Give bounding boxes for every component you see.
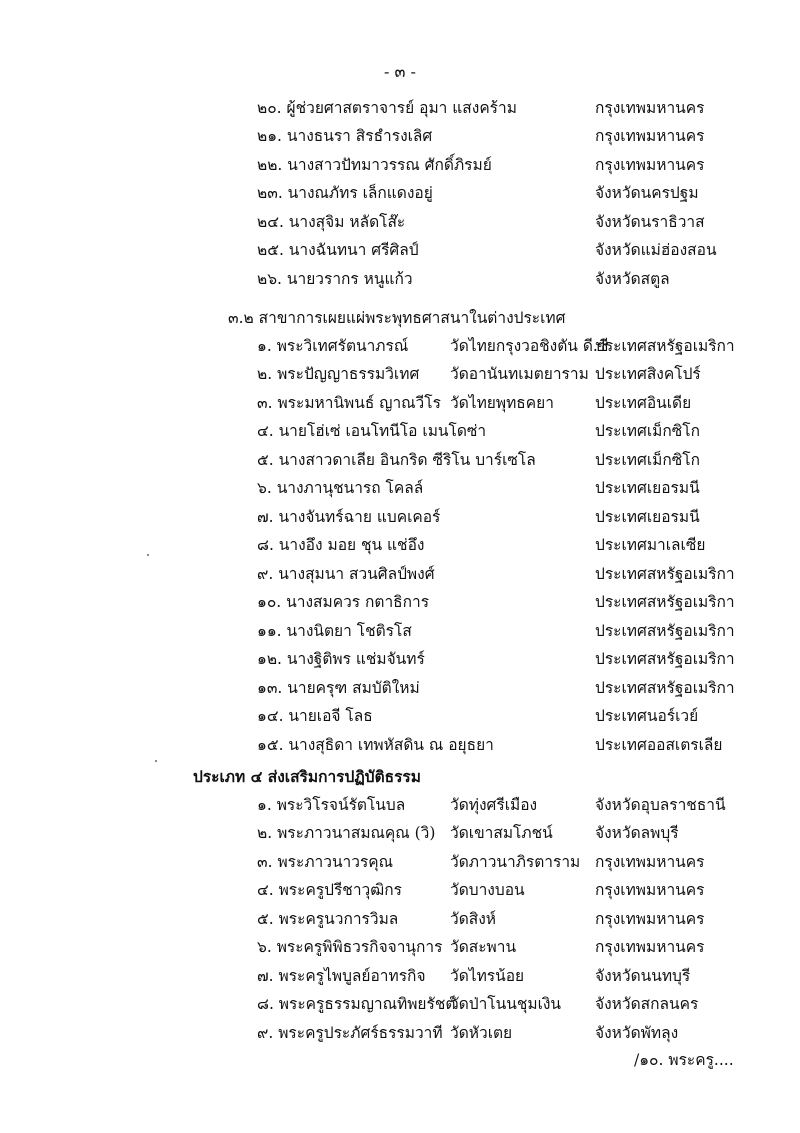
person-name: ๘. นางอึง มอย ชุน แช่อึง [257, 536, 425, 554]
person-name: ๑๑. นางนิตยา โชติรโส [257, 622, 412, 640]
person-name: ๒๐. ผู้ช่วยศาสตราจารย์ อุมา แสงคร้าม [257, 99, 517, 117]
list-item [0, 360, 800, 388]
temple: วัดไทยพุทธคยา [450, 394, 554, 412]
location: กรุงเทพมหานคร [595, 156, 705, 174]
location: กรุงเทพมหานคร [595, 910, 705, 928]
person-name: ๘. พระครูธรรมญาณทิพยรัชต์ [257, 995, 456, 1013]
location: กรุงเทพมหานคร [595, 127, 705, 145]
location: ประเทศสิงคโปร์ [595, 365, 701, 383]
location: จังหวัดนครปฐม [595, 184, 699, 202]
location: จังหวัดแม่ฮ่องสอน [595, 241, 717, 259]
person-name: ๒. พระปัญญาธรรมวิเทศ [257, 365, 420, 383]
person-name: ๒๓. นางณภัทร เล็กแดงอยู่ [257, 184, 433, 202]
person-name: ๑๒. นางฐิติพร แช่มจันทร์ [257, 650, 425, 668]
location: จังหวัดพัทลุง [595, 1024, 679, 1042]
scan-speck [147, 554, 149, 556]
person-name: ๓. พระมหานิพนธ์ ญาณวีโร [257, 394, 441, 412]
list-item [0, 933, 800, 961]
location: กรุงเทพมหานคร [595, 938, 705, 956]
location: ประเทศสหรัฐอเมริกา [595, 565, 735, 583]
location: ประเทศเม็กซิโก [595, 422, 700, 440]
location: ประเทศสหรัฐอเมริกา [595, 622, 735, 640]
person-name: ๙. นางสุมนา สวนศิลป์พงศ์ [257, 565, 435, 583]
list-item [0, 645, 800, 673]
section-heading-3-2: ๓.๒ สาขาการเผยแผ่พระพุทธศาสนาในต่างประเทศ [228, 309, 566, 327]
location: ประเทศมาเลเซีย [595, 536, 706, 554]
location: จังหวัดนนทบุรี [595, 967, 691, 985]
location: ประเทศสหรัฐอเมริกา [595, 337, 735, 355]
page-number: - ๓ - [384, 62, 416, 81]
list-item [0, 265, 800, 293]
list-item [0, 332, 800, 360]
temple: วัดป่าโนนชุมเงิน [450, 995, 562, 1013]
person-name: ๙. พระครูประภัศร์ธรรมวาที [257, 1024, 443, 1042]
temple: วัดภาวนาภิรตาราม [450, 853, 581, 871]
location: ประเทศเม็กซิโก [595, 451, 700, 469]
list-item [0, 179, 800, 207]
temple: วัดหัวเตย [450, 1024, 513, 1042]
list-item [0, 1019, 800, 1047]
location: กรุงเทพมหานคร [595, 881, 705, 899]
person-name: ๔. พระครูปรีชาวุฒิกร [257, 881, 402, 899]
person-name: ๒. พระภาวนาสมณคุณ (วิ) [257, 824, 436, 842]
location: ประเทศออสเตรเลีย [595, 736, 723, 754]
list-item [0, 588, 800, 616]
person-name: ๑๕. นางสุธิดา เทพหัสดิน ณ อยุธยา [257, 736, 494, 754]
person-name: ๕. นางสาวดาเลีย อินกริด ซีริโน บาร์เซโล [257, 451, 536, 469]
person-name: ๑๓. นายครุฑ สมบัติใหม่ [257, 679, 420, 697]
list-item [0, 446, 800, 474]
list-item [0, 560, 800, 588]
location: ประเทศสหรัฐอเมริกา [595, 593, 735, 611]
location: ประเทศสหรัฐอเมริกา [595, 650, 735, 668]
list-item [0, 503, 800, 531]
list-item [0, 208, 800, 236]
list-item [0, 236, 800, 264]
location: ประเทศสหรัฐอเมริกา [595, 679, 735, 697]
list-item [0, 819, 800, 847]
location: กรุงเทพมหานคร [595, 99, 705, 117]
temple: วัดสะพาน [450, 938, 517, 956]
person-name: ๗. พระครูไพบูลย์อาทรกิจ [257, 967, 426, 985]
location: จังหวัดอุบลราชธานี [595, 796, 726, 814]
list-item [0, 905, 800, 933]
list-item [0, 962, 800, 990]
location: จังหวัดสตูล [595, 270, 670, 288]
person-name: ๔. นายโฮ่เซ่ เอนโทนีโอ เมนโดซ่า [257, 422, 487, 440]
person-name: ๖. พระครูพิพิธวรกิจจานุการ [257, 938, 443, 956]
location: จังหวัดลพบุรี [595, 824, 679, 842]
person-name: ๒๖. นายวรากร หนูแก้ว [257, 270, 413, 288]
list-item [0, 151, 800, 179]
person-name: ๕. พระครูนวการวิมล [257, 910, 399, 928]
continuation-note: /๑๐. พระครู.... [634, 1051, 734, 1069]
location: จังหวัดนราธิวาส [595, 213, 705, 231]
person-name: ๗. นางจันทร์ฉาย แบคเคอร์ [257, 508, 441, 526]
person-name: ๒๒. นางสาวปัทมาวรรณ ศักดิ์ภิรมย์ [257, 156, 492, 174]
section-heading-type-4: ประเภท ๔ ส่งเสริมการปฏิบัติธรรม [193, 767, 421, 786]
list-item [0, 474, 800, 502]
person-name: ๖. นางภานุชนารถ โคลล์ [257, 479, 424, 497]
temple: วัดไทยกรุงวอชิงตัน ดี.ซี [450, 337, 609, 355]
scan-speck [155, 760, 157, 762]
list-item [0, 674, 800, 702]
person-name: ๑๔. นายเอจี โลธ [257, 707, 373, 725]
person-name: ๒๑. นางธนรา สิรธำรงเลิศ [257, 127, 433, 145]
list-item [0, 531, 800, 559]
temple: วัดทุ่งศรีเมือง [450, 796, 538, 814]
list-item [0, 122, 800, 150]
location: ประเทศอินเดีย [595, 394, 692, 412]
person-name: ๑๐. นางสมควร กตาธิการ [257, 593, 430, 611]
list-item [0, 876, 800, 904]
temple: วัดเขาสมโภชน์ [450, 824, 553, 842]
list-item [0, 990, 800, 1018]
temple: วัดสิงห์ [450, 910, 497, 928]
location: ประเทศนอร์เวย์ [595, 707, 699, 725]
person-name: ๑. พระวิเทศรัตนาภรณ์ [257, 337, 409, 355]
temple: วัดอานันทเมตยาราม [450, 365, 589, 383]
list-item [0, 791, 800, 819]
list-item [0, 389, 800, 417]
temple: วัดบางบอน [450, 881, 525, 899]
location: ประเทศเยอรมนี [595, 479, 700, 497]
person-name: ๒๕. นางฉันทนา ศรีศิลป์ [257, 241, 419, 259]
location: ประเทศเยอรมนี [595, 508, 700, 526]
person-name: ๓. พระภาวนาวรคุณ [257, 853, 394, 871]
list-item [0, 848, 800, 876]
list-item [0, 702, 800, 730]
list-item [0, 417, 800, 445]
person-name: ๑. พระวิโรจน์รัตโนบล [257, 796, 406, 814]
person-name: ๒๔. นางสุจิม หลัดโส๊ะ [257, 213, 406, 231]
list-item [0, 94, 800, 122]
location: กรุงเทพมหานคร [595, 853, 705, 871]
location: จังหวัดสกลนคร [595, 995, 699, 1013]
list-item [0, 617, 800, 645]
temple: วัดไทรน้อย [450, 967, 525, 985]
list-item [0, 731, 800, 759]
